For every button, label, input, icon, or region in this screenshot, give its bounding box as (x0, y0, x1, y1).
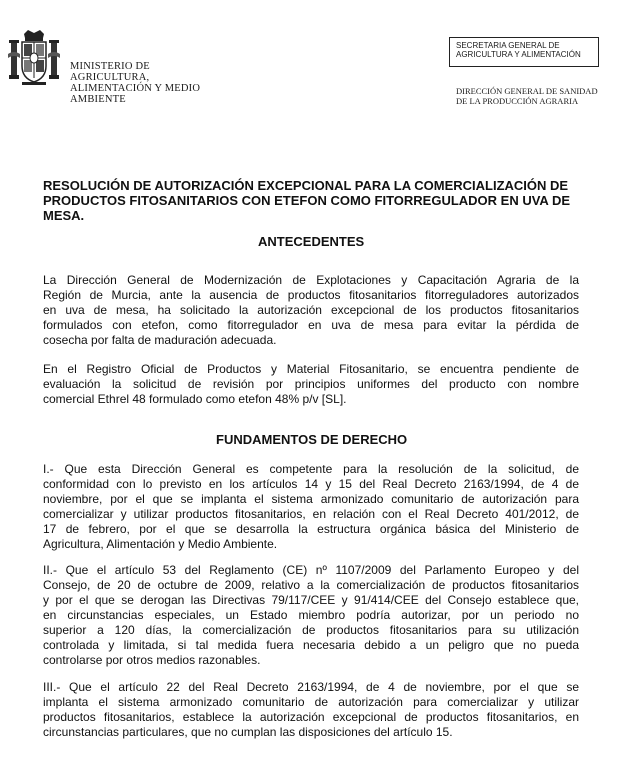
text-line: La Dirección General de Modernización de Explotaciones y Capacitación Agraria de la (43, 273, 579, 287)
secretaria-general-box (449, 37, 599, 67)
antecedentes-paragraph-1 (43, 273, 579, 348)
secretaria-line: SECRETARIA GENERAL DE (456, 41, 560, 50)
fundamentos-heading: FUNDAMENTOS DE DERECHO (216, 432, 408, 447)
fundamentos-paragraph-2 (43, 563, 579, 668)
secretaria-line: AGRICULTURA Y ALIMENTACIÓN (456, 50, 581, 59)
ministry-name-line: MINISTERIO DE (70, 61, 150, 72)
text-line: productos fitosanitarios, establece la autorización excepcional de productos fitosanitarios, en (43, 710, 579, 724)
ministry-name-line: AGRICULTURA, (70, 72, 150, 83)
ministry-name (70, 61, 230, 105)
text-line: conformidad con lo previsto en los artículos 14 y 15 del Real Decreto 2163/1994, de 4 de (43, 477, 579, 491)
text-line: comercializar y utilizar productos fitosanitarios, en relación con el Real Decreto 401/2012, de (43, 507, 579, 521)
text-line: superior a 120 días, la comercialización de productos fitosanitarios para su utilización (43, 623, 579, 637)
text-line: formulados con etefon, como fitorregulador en uva de mesa para evitar la pérdida de (43, 318, 579, 332)
title-line: PRODUCTOS FITOSANITARIOS CON ETEFON COMO FITORREGULADOR EN UVA DE (43, 193, 571, 208)
text-line: noviembre, por el que se implanta el sistema armonizado comunitario de autorización para (43, 492, 579, 506)
ministry-name-line: AMBIENTE (70, 94, 126, 105)
text-line: I.- Que esta Dirección General es competente para la resolución de la solicitud, de (43, 462, 579, 476)
text-line: 17 de febrero, por el que se desarrolla la estructura orgánica básica del Ministerio de (43, 522, 579, 536)
text-line: evaluación la solicitud de revisión por principios uniformes del producto con nombre (43, 377, 579, 391)
text-line: III.- Que el artículo 22 del Real Decreto 2163/1994, de 4 de noviembre, por el que se (43, 680, 579, 694)
fundamentos-paragraph-1 (43, 462, 579, 552)
document-title (43, 178, 583, 223)
text-line: II.- Que el artículo 53 del Reglamento (CE) nº 1107/2009 del Parlamento Europeo y del (43, 563, 579, 577)
fundamentos-paragraph-3 (43, 680, 579, 740)
text-line: controlarse por otros medios razonables. (43, 653, 261, 667)
text-line: Región de Murcia, ante la ausencia de productos fitosanitarios fitorreguladores autorizados (43, 288, 579, 302)
title-line: RESOLUCIÓN DE AUTORIZACIÓN EXCEPCIONAL PARA LA COMERCIALIZACIÓN DE (43, 178, 569, 193)
direccion-general-label (456, 86, 611, 106)
text-line: Consejo, de 20 de octubre de 2009, relativo a la comercialización de productos fitosanitarios (43, 578, 579, 592)
direccion-line: DIRECCIÓN GENERAL DE SANIDAD (456, 86, 598, 96)
text-line: controlada y limitada, si tal medida fuera necesaria debido a un peligro que no pueda (43, 638, 579, 652)
text-line: comercial Ethrel 48 formulado como etefon 48% p/v [SL]. (43, 392, 347, 406)
text-line: Agricultura, Alimentación y Medio Ambiente. (43, 537, 278, 551)
text-line: implanta el sistema armonizado comunitario de autorización para comercializar y utilizar (43, 695, 579, 709)
text-line: en circunstancias especiales, un Estado miembro podría autorizar, por un periodo no (43, 608, 579, 622)
antecedentes-paragraph-2 (43, 362, 579, 407)
text-line: En el Registro Oficial de Productos y Material Fitosanitario, se encuentra pendiente de (43, 362, 579, 376)
text-line: cosecha por falta de maduración adecuada. (43, 333, 277, 347)
antecedentes-heading: ANTECEDENTES (258, 234, 365, 249)
text-line: en uva de mesa, ha solicitado la autorización excepcional de los productos fitosanitarios (43, 303, 579, 317)
ministry-name-line: ALIMENTACIÓN Y MEDIO (70, 83, 201, 94)
text-line: y por el que se derogan las Directivas 79/117/CEE y 91/414/CEE del Consejo establece que, (43, 593, 579, 607)
coat-of-arms-icon (8, 28, 60, 86)
text-line: circunstancias particulares, que no cumplan las disposiciones del artículo 15. (43, 725, 453, 739)
direccion-line: DE LA PRODUCCIÓN AGRARIA (456, 96, 579, 106)
title-line: MESA. (43, 208, 85, 223)
